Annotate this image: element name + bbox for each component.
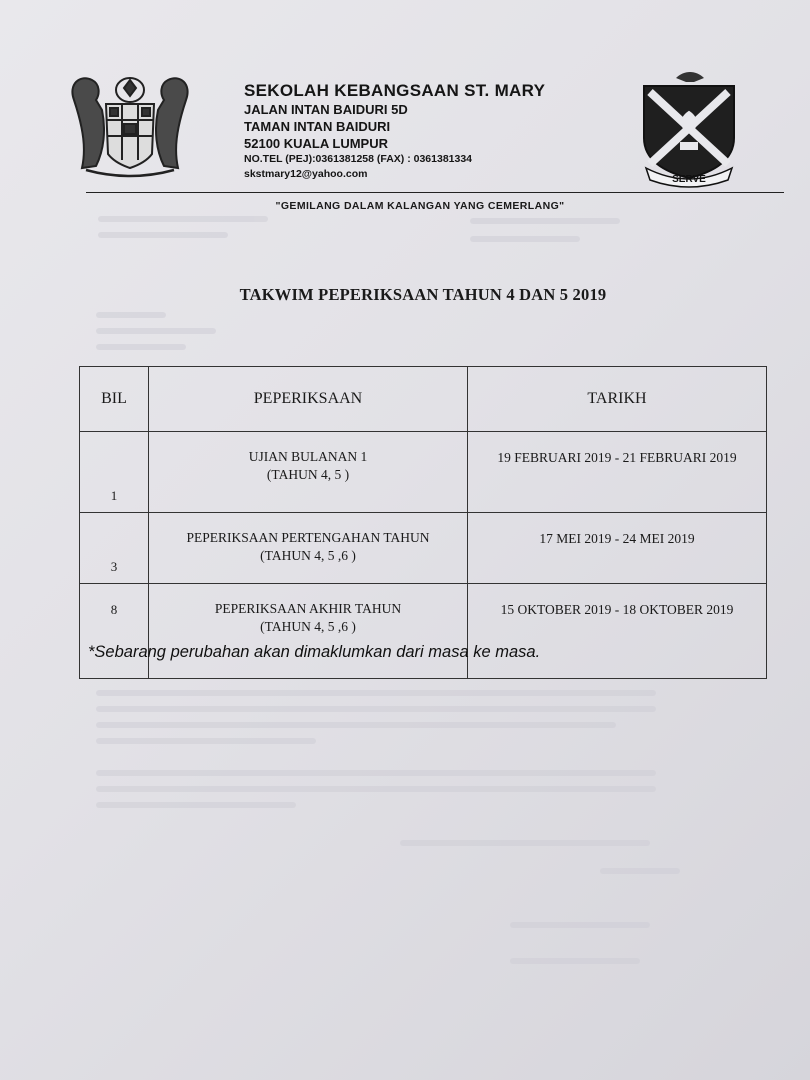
row-bil: 1 (80, 432, 149, 513)
document-title: TAKWIM PEPERIKSAAN TAHUN 4 DAN 5 2019 (239, 285, 607, 304)
row-exam (149, 584, 468, 679)
school-letterhead (244, 80, 545, 182)
address-line-1: JALAN INTAN BAIDURI 5D (244, 102, 408, 117)
malaysia-coat-of-arms-icon (66, 70, 194, 182)
address-line-2: TAMAN INTAN BAIDURI (244, 119, 391, 134)
exam-schedule-table (79, 366, 767, 679)
row-date: 15 OKTOBER 2019 - 18 OKTOBER 2019 (468, 584, 767, 679)
change-notice: *Sebarang perubahan akan dimaklumkan dari masa ke masa. (88, 643, 541, 661)
address-line-3: 52100 KUALA LUMPUR (244, 136, 388, 151)
row-bil: 8 (80, 584, 149, 679)
school-crest-icon (636, 68, 742, 188)
row-date: 19 FEBRUARI 2019 - 21 FEBRUARI 2019 (468, 432, 767, 513)
exam-name: UJIAN BULANAN 1 (248, 449, 368, 464)
header-bil: BIL (80, 367, 149, 432)
exam-years: (TAHUN 4, 5 ,6 ) (260, 548, 356, 563)
row-exam (149, 513, 468, 584)
row-bil: 3 (80, 513, 149, 584)
header-exam: PEPERIKSAAN (149, 367, 468, 432)
exam-years: (TAHUN 4, 5 ) (266, 467, 350, 482)
phone-fax-line: NO.TEL (PEJ):0361381258 (FAX) : 0361381334 (244, 153, 473, 165)
school-motto: "GEMILANG DALAM KALANGAN YANG CEMERLANG" (275, 200, 565, 212)
crest-motto-text: SERVE (672, 174, 706, 185)
school-name: SEKOLAH KEBANGSAAN ST. MARY (244, 81, 546, 100)
table-header-row (80, 367, 767, 432)
table-row (80, 584, 767, 679)
exam-years: (TAHUN 4, 5 ,6 ) (260, 619, 356, 634)
header-date: TARIKH (468, 367, 767, 432)
table-row (80, 432, 767, 513)
header-divider (86, 192, 784, 193)
row-exam (149, 432, 468, 513)
exam-name: PEPERIKSAAN PERTENGAHAN TAHUN (186, 530, 430, 545)
table-row (80, 513, 767, 584)
exam-name: PEPERIKSAAN AKHIR TAHUN (214, 601, 402, 616)
email-address: skstmary12@yahoo.com (244, 168, 368, 180)
row-date: 17 MEI 2019 - 24 MEI 2019 (468, 513, 767, 584)
